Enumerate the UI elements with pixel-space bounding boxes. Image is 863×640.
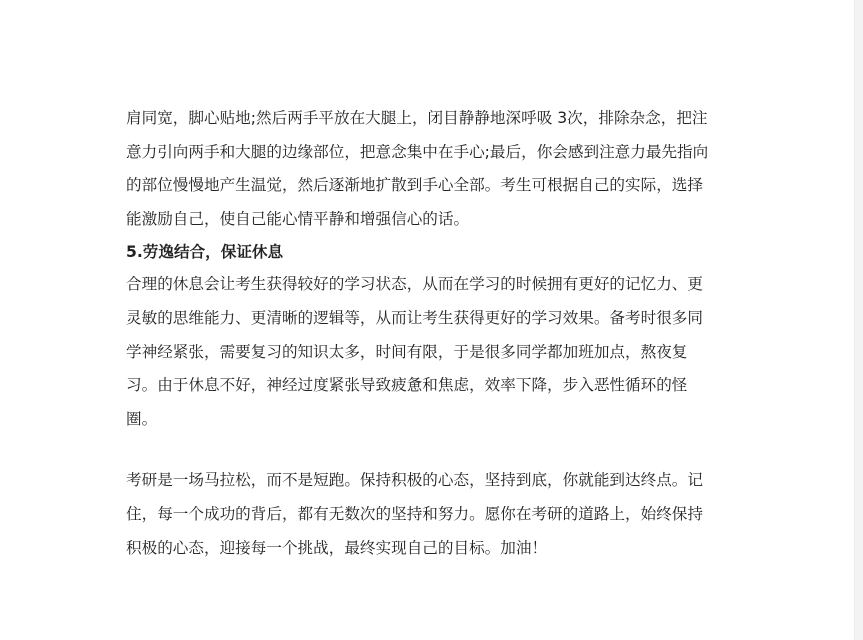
paragraph-spacer [126, 436, 726, 464]
text-line: 考研是一场马拉松，而不是短跑。保持积极的心态，坚持到底，你就能到达终点。记 [126, 471, 703, 490]
text-line: 积极的心态，迎接每一个挑战，最终实现自己的目标。加油！ [126, 538, 548, 557]
text-line: 意力引向两手和大腿的边缘部位，把意念集中在手心;最后，你会感到注意力最先指向 [126, 142, 709, 161]
section-heading: 5.劳逸结合，保证休息 [126, 243, 284, 262]
text-line: 习。由于休息不好，神经过度紧张导致疲惫和焦虑，效率下降，步入恶性循环的怪 [126, 376, 688, 395]
text-line: 合理的休息会让考生获得较好的学习状态，从而在学习的时候拥有更好的记忆力、更 [126, 275, 703, 294]
text-line: 灵敏的思维能力、更清晰的逻辑等，从而让考生获得更好的学习效果。备考时很多同 [126, 308, 703, 327]
paragraph-closing [126, 464, 726, 565]
text-line: 的部位慢慢地产生温觉，然后逐渐地扩散到手心全部。考生可根据自己的实际，选择 [126, 176, 703, 195]
paragraph-relaxation-method [126, 102, 726, 236]
text-line: 学神经紧张，需要复习的知识太多，时间有限，于是很多同学都加班加点，熬夜复 [126, 342, 688, 361]
text-line: 住，每一个成功的背后，都有无数次的坚持和努力。愿你在考研的道路上，始终保持 [126, 504, 703, 523]
text-line: 圈。 [126, 409, 158, 428]
document-body [126, 102, 726, 565]
text-line: 能激励自己，使自己能心情平静和增强信心的话。 [126, 209, 470, 228]
scrollbar-track[interactable] [854, 0, 863, 640]
paragraph-rest [126, 268, 726, 436]
text-line: 肩同宽，脚心贴地;然后两手平放在大腿上，闭目静静地深呼吸 3次，排除杂念，把注 [126, 109, 708, 127]
